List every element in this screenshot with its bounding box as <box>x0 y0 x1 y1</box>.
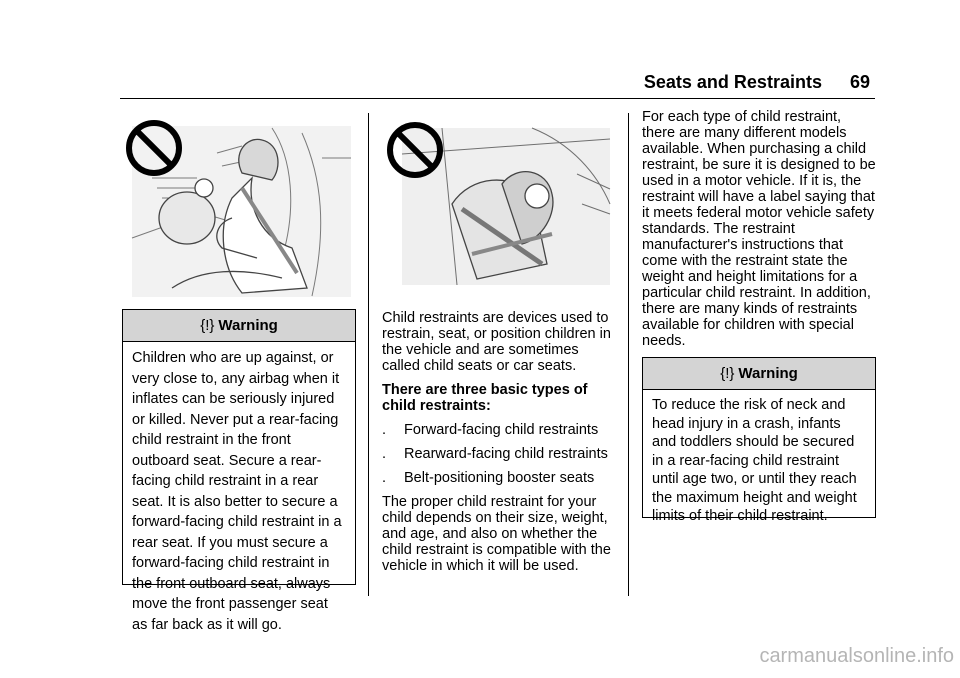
purchasing-paragraph: For each type of child restraint, there are many different models available. When purchasing a child restraint, be sure it is designed to be used in a motor vehicle. If it is, the restraint will have a label saying that it meets federal motor vehicle safety standards. The restraint manufacturer's instructions that come with the restraint state the weight and height limitations for a particular child restraint. In addition, there are many kinds of restraints available for children with special needs. <box>642 109 876 349</box>
warning-triangle-icon: {!} <box>200 317 215 334</box>
airbag-warning-box <box>122 309 356 633</box>
neck-injury-warning-box <box>642 357 876 524</box>
column-divider-left <box>368 113 369 596</box>
airbag-child-illustration <box>122 118 354 300</box>
types-heading: There are three basic types of child restraints: <box>382 382 588 414</box>
purchasing-section <box>642 109 878 357</box>
header-divider <box>120 98 875 99</box>
child-restraints-section <box>382 310 617 582</box>
list-item: . Belt-positioning booster seats <box>382 470 595 486</box>
column-divider-right <box>628 113 629 596</box>
warning-triangle-icon: {!} <box>720 365 735 382</box>
watermark: carmanualsonline.info <box>759 645 954 667</box>
page-number: 69 <box>849 72 870 92</box>
warning-header: {!} Warning <box>123 310 355 342</box>
closing-paragraph: The proper child restraint for your child depends on their size, weight, and age, and also on whether the child restraint is compatible with the vehicle in which it will be used. <box>382 494 611 574</box>
list-item: . Rearward-facing child restraints <box>382 446 608 462</box>
intro-paragraph: Child restraints are devices used to restrain, seat, or position children in the vehicle and are sometimes called child seats or car seats. <box>382 310 611 374</box>
warning-text: To reduce the risk of neck and head injury in a crash, infants and toddlers should be secured in a rear-facing child restraint until age two, or until they reach the maximum height and weight limits of their child restraint. <box>652 397 857 524</box>
rear-facing-front-seat-illustration <box>382 114 612 286</box>
warning-header: {!} Warning <box>643 358 875 390</box>
section-title: Seats and Restraints 69 <box>643 72 870 92</box>
warning-text: Children who are up against, or very close to, any airbag when it inflates can be seriously injured or killed. Never put a rear-facing child restraint in the front outboard seat. Secure a rear-facing child restraint in a rear seat. It is also better to secure a forward-facing child restraint in a rear seat. If you must secure a forward-facing child restraint in the front outboard seat, always move the front passenger seat as far back as it will go. <box>132 350 342 633</box>
list-item: . Forward-facing child restraints <box>382 422 599 438</box>
